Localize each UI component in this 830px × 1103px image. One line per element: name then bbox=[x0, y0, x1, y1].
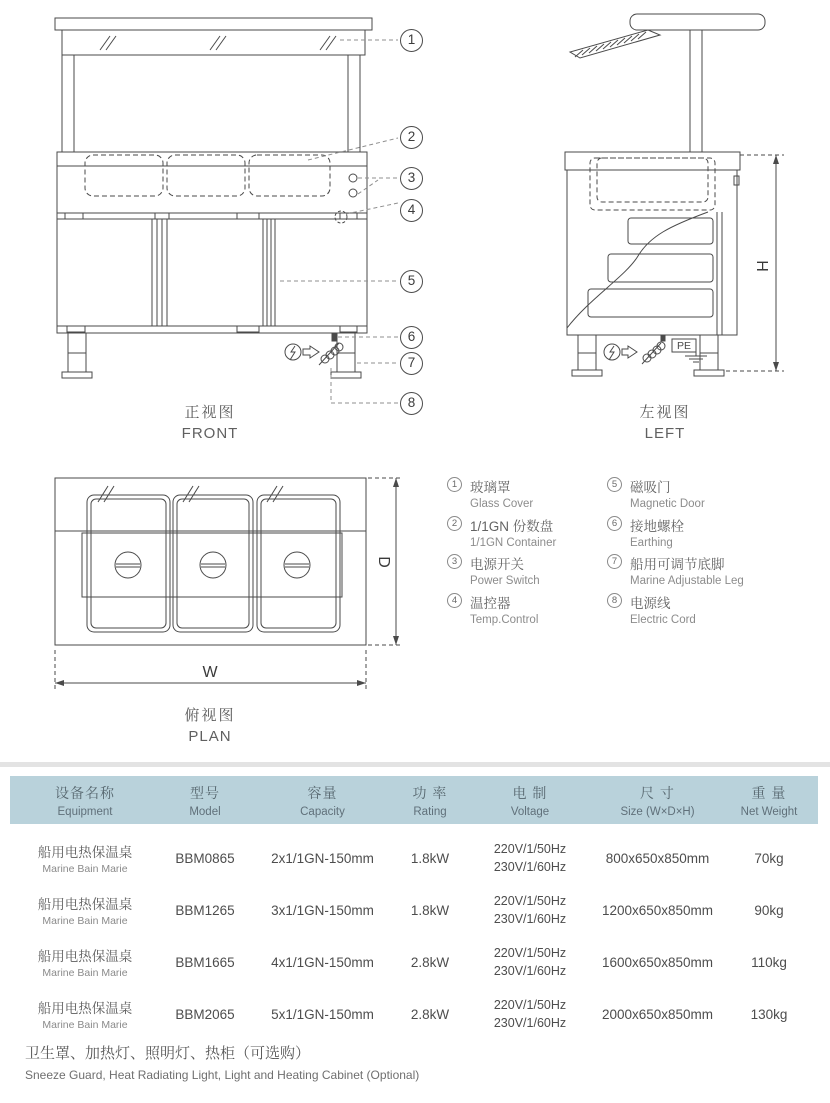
header-voltage-zh: 电 制 bbox=[512, 784, 548, 801]
legend-en-7: Marine Adjustable Leg bbox=[630, 575, 744, 587]
plan-counter-outline bbox=[55, 478, 366, 645]
legend-num-6: 6 bbox=[607, 516, 622, 531]
leader-lines bbox=[280, 40, 398, 403]
header-model-zh: 型号 bbox=[190, 784, 220, 801]
header-capacity-zh: 容量 bbox=[307, 784, 338, 801]
header-rating-en: Rating bbox=[413, 805, 447, 818]
cell-capacity: 3x1/1GN-150mm bbox=[271, 902, 374, 918]
legend-column-2 bbox=[607, 476, 817, 630]
cell-name-zh: 船用电热保温桌 bbox=[37, 949, 133, 964]
cell-name-en: Marine Bain Marie bbox=[42, 915, 128, 927]
cell-name-en: Marine Bain Marie bbox=[42, 1019, 128, 1031]
header-rating bbox=[395, 783, 465, 818]
header-rating-zh: 功 率 bbox=[412, 784, 448, 801]
cell-name bbox=[10, 841, 160, 875]
front-view-title bbox=[130, 401, 290, 442]
legend-en-4: Temp.Control bbox=[470, 613, 539, 626]
legend-en-3: Power Switch bbox=[470, 575, 540, 587]
cell-name-zh: 船用电热保温桌 bbox=[37, 897, 133, 912]
cell-capacity: 2x1/1GN-150mm bbox=[271, 850, 374, 866]
cell-voltage-2: 230V/1/60Hz bbox=[493, 860, 567, 874]
callout-7: 7 bbox=[400, 352, 423, 375]
width-dimension-label: W bbox=[202, 664, 218, 681]
table-top-divider bbox=[0, 762, 830, 767]
inner-shelves bbox=[588, 218, 713, 317]
legend-zh-5: 磁吸门 bbox=[630, 480, 671, 495]
body-side bbox=[567, 170, 737, 335]
header-equipment bbox=[10, 783, 160, 818]
header-size bbox=[595, 783, 720, 818]
cell-name bbox=[10, 945, 160, 979]
legend-item-temp-control bbox=[447, 592, 602, 631]
cell-model: BBM1265 bbox=[175, 902, 235, 918]
canopy-plate-side bbox=[630, 14, 765, 30]
cell-voltage bbox=[465, 892, 595, 928]
front-view-title-zh: 正视图 bbox=[184, 404, 236, 421]
cell-rating: 2.8kW bbox=[410, 954, 450, 970]
height-dimension-label: H bbox=[753, 260, 770, 272]
legend-column-1 bbox=[447, 476, 602, 630]
cell-voltage bbox=[465, 944, 595, 980]
cell-voltage-2: 230V/1/60Hz bbox=[493, 1016, 567, 1030]
callout-4: 4 bbox=[400, 199, 423, 222]
legend-zh-2: 1/1GN 份数盘 bbox=[470, 518, 554, 534]
cell-model: BBM2065 bbox=[175, 1006, 235, 1022]
legend-item-glass-cover bbox=[447, 476, 602, 515]
legend-item-adjustable-leg bbox=[607, 553, 817, 592]
left-view-title bbox=[590, 401, 740, 442]
cell-rating: 2.8kW bbox=[410, 1006, 450, 1022]
gn-pans bbox=[85, 155, 330, 196]
table-row-bbm1665 bbox=[10, 936, 818, 988]
cell-voltage-1: 220V/1/50Hz bbox=[493, 997, 567, 1012]
header-model-en: Model bbox=[189, 805, 221, 818]
legend-num-4: 4 bbox=[447, 593, 462, 608]
cell-voltage-2: 230V/1/60Hz bbox=[493, 964, 567, 978]
legend-en-8: Electric Cord bbox=[630, 613, 696, 626]
legend-item-power-switch bbox=[447, 553, 602, 592]
spec-table-header bbox=[10, 776, 818, 824]
canopy-post-left bbox=[62, 55, 74, 152]
magnetic-doors bbox=[152, 219, 275, 326]
header-voltage-en: Voltage bbox=[510, 805, 550, 818]
left-view-title-en: LEFT bbox=[644, 425, 686, 442]
legend-en-6: Earthing bbox=[630, 536, 673, 549]
cell-weight: 70kg bbox=[754, 850, 784, 866]
callout-8: 8 bbox=[400, 392, 423, 415]
cell-rating: 1.8kW bbox=[410, 902, 450, 918]
canopy-post-right bbox=[348, 55, 360, 152]
adjustable-legs bbox=[62, 333, 361, 378]
cabinet-body bbox=[57, 213, 367, 333]
depth-dimension-label: D bbox=[375, 556, 392, 568]
cell-name-en: Marine Bain Marie bbox=[42, 863, 128, 875]
electric-cord-icon bbox=[285, 343, 343, 365]
cell-voltage bbox=[465, 996, 595, 1032]
legend-num-2: 2 bbox=[447, 516, 462, 531]
temp-control-knob bbox=[349, 189, 357, 197]
callout-1: 1 bbox=[400, 29, 423, 52]
cell-model: BBM1665 bbox=[175, 954, 235, 970]
callout-3: 3 bbox=[400, 167, 423, 190]
legend-en-2: 1/1GN Container bbox=[470, 536, 557, 549]
electric-cord-icon-side bbox=[604, 342, 665, 364]
plan-view-title bbox=[130, 704, 290, 745]
table-row-bbm2065 bbox=[10, 988, 818, 1040]
header-weight-zh: 重 量 bbox=[751, 784, 787, 801]
legend-item-earthing bbox=[607, 515, 817, 554]
header-size-en: Size (W×D×H) bbox=[620, 805, 695, 818]
legend-en-1: Glass Cover bbox=[470, 498, 534, 510]
plan-view-title-zh: 俯视图 bbox=[184, 707, 236, 724]
left-view-title-zh: 左视图 bbox=[639, 404, 691, 421]
table-row-bbm1265 bbox=[10, 884, 818, 936]
cell-rating: 1.8kW bbox=[410, 850, 450, 866]
cell-name bbox=[10, 893, 160, 927]
table-row-bbm0865 bbox=[10, 832, 818, 884]
legend-item-magnetic-door bbox=[607, 476, 817, 515]
legend-zh-8: 电源线 bbox=[630, 595, 671, 611]
legend-zh-7: 船用可调节底脚 bbox=[630, 557, 725, 572]
cell-voltage-1: 220V/1/50Hz bbox=[493, 945, 567, 960]
legend-item-electric-cord bbox=[607, 592, 817, 631]
header-weight bbox=[720, 783, 818, 818]
header-model bbox=[160, 783, 250, 818]
header-equipment-zh: 设备名称 bbox=[55, 784, 115, 801]
legend-zh-3: 电源开关 bbox=[470, 557, 524, 572]
power-switch-knob bbox=[349, 174, 357, 182]
legend-en-5: Magnetic Door bbox=[630, 498, 705, 510]
cell-name-zh: 船用电热保温桌 bbox=[37, 1001, 133, 1016]
earthing-bolt-side bbox=[661, 335, 665, 341]
counter-top bbox=[57, 152, 367, 213]
cell-voltage-2: 230V/1/60Hz bbox=[493, 912, 567, 926]
plan-view-title-en: PLAN bbox=[188, 728, 232, 745]
cell-voltage-1: 220V/1/50Hz bbox=[493, 841, 567, 856]
cell-name-zh: 船用电热保温桌 bbox=[37, 845, 133, 860]
hinges bbox=[65, 213, 357, 332]
cell-weight: 130kg bbox=[750, 1006, 788, 1022]
callout-5: 5 bbox=[400, 270, 423, 293]
legend-num-5: 5 bbox=[607, 477, 622, 492]
cell-size: 800x650x850mm bbox=[605, 850, 710, 866]
legend-num-7: 7 bbox=[607, 554, 622, 569]
cell-name bbox=[10, 997, 160, 1031]
front-view-title-en: FRONT bbox=[181, 425, 239, 442]
plan-view-drawing bbox=[40, 470, 430, 700]
plan-tank-band bbox=[82, 533, 342, 597]
cell-capacity: 5x1/1GN-150mm bbox=[271, 1006, 374, 1022]
cell-capacity: 4x1/1GN-150mm bbox=[271, 954, 374, 970]
header-voltage bbox=[465, 783, 595, 818]
header-equipment-en: Equipment bbox=[57, 805, 113, 818]
legend-zh-1: 玻璃罩 bbox=[470, 480, 511, 495]
legend-item-gn-container bbox=[447, 515, 602, 554]
cell-weight: 110kg bbox=[751, 954, 787, 970]
cell-name-en: Marine Bain Marie bbox=[42, 967, 128, 979]
callout-2: 2 bbox=[400, 126, 423, 149]
glass-hatch bbox=[575, 32, 646, 57]
counter-top-side bbox=[565, 152, 740, 170]
cell-size: 1600x650x850mm bbox=[601, 954, 714, 970]
pe-label: PE bbox=[676, 340, 692, 352]
legend-zh-4: 温控器 bbox=[470, 595, 511, 611]
cell-voltage-1: 220V/1/50Hz bbox=[493, 893, 567, 908]
optional-accessories-note bbox=[25, 1042, 419, 1082]
cell-weight: 90kg bbox=[754, 902, 784, 918]
glass-cover-panel bbox=[62, 30, 365, 55]
canopy-plate bbox=[55, 18, 372, 30]
gn-well-side bbox=[590, 158, 715, 210]
header-capacity bbox=[250, 783, 395, 818]
glass-marks-icon bbox=[100, 36, 336, 50]
legend-num-3: 3 bbox=[447, 554, 462, 569]
legend-num-1: 1 bbox=[447, 477, 462, 492]
plan-drain-knobs bbox=[115, 552, 310, 578]
earthing-bolt bbox=[332, 334, 336, 341]
callout-6: 6 bbox=[400, 326, 423, 349]
canopy-post-side bbox=[690, 30, 702, 152]
cell-size: 1200x650x850mm bbox=[601, 902, 714, 918]
header-size-zh: 尺 寸 bbox=[640, 784, 675, 801]
left-view-drawing bbox=[550, 8, 790, 408]
cell-model: BBM0865 bbox=[175, 850, 235, 866]
legend-zh-6: 接地螺栓 bbox=[630, 518, 684, 534]
cell-voltage bbox=[465, 840, 595, 876]
front-view-drawing bbox=[40, 8, 430, 408]
legend-num-8: 8 bbox=[607, 593, 622, 608]
optional-accessories-note-zh: 卫生罩、加热灯、照明灯、热柜（可选购） bbox=[25, 1045, 311, 1062]
header-weight-en: Net Weight bbox=[740, 805, 798, 818]
optional-accessories-note-en: Sneeze Guard, Heat Radiating Light, Light and Heating Cabinet (Optional) bbox=[25, 1068, 420, 1082]
plan-glass-marks bbox=[98, 486, 283, 502]
header-capacity-en: Capacity bbox=[300, 805, 345, 818]
cell-size: 2000x650x850mm bbox=[601, 1006, 714, 1022]
